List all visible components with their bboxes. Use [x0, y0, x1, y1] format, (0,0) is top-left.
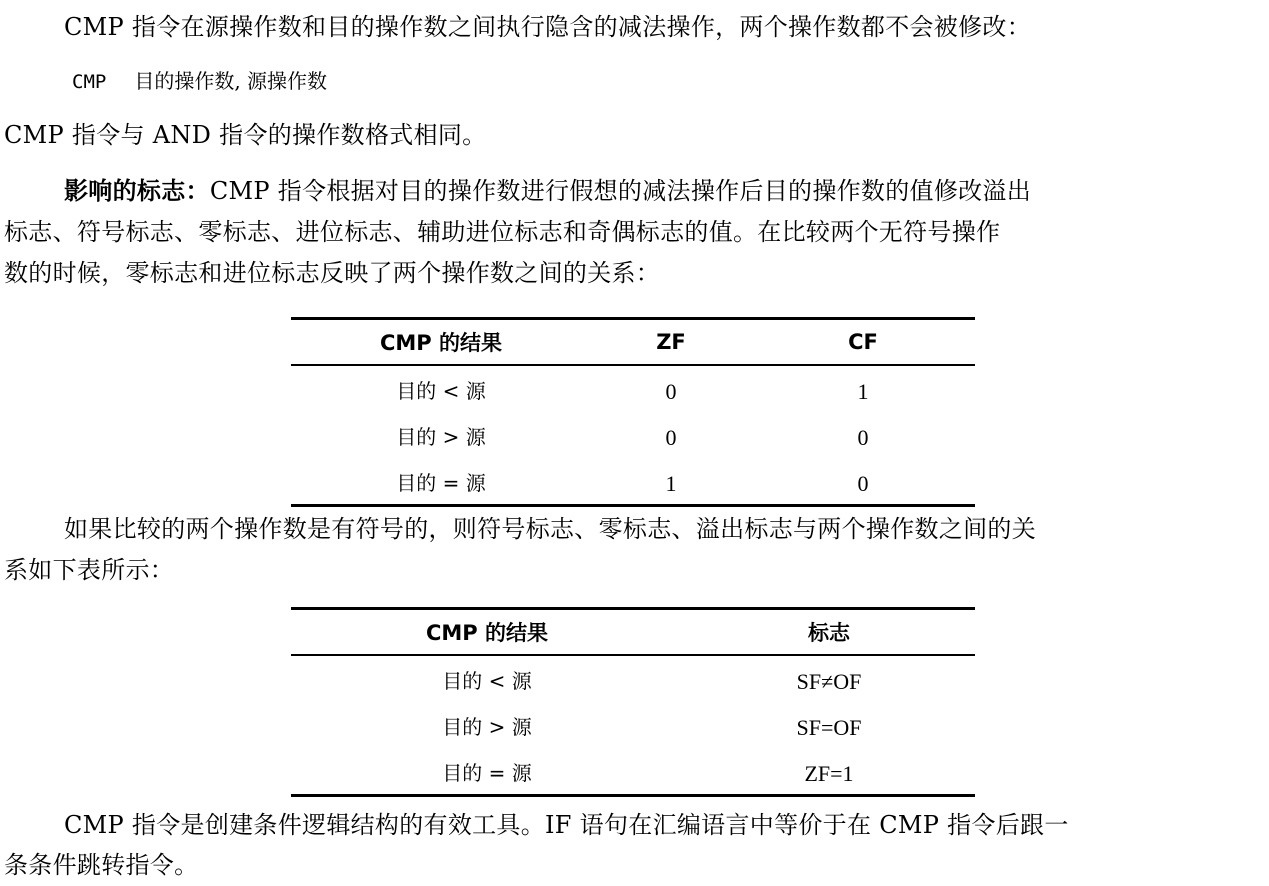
table-cell: ZF=1 — [804, 761, 854, 786]
paragraph-flags-line2: 标志、符号标志、零标志、进位标志、辅助进位标志和奇偶标志的值。在比较两个无符号操作 — [4, 218, 1001, 246]
table-row — [291, 748, 975, 796]
signed-compare-table — [291, 607, 975, 797]
table-row — [291, 702, 975, 748]
table-header-row — [291, 319, 975, 366]
paragraph-signed-line2: 系如下表所示： — [4, 556, 175, 584]
table-cell: 目的 = 源 — [396, 470, 486, 495]
table-row — [291, 655, 975, 702]
paragraph-flags-line1 — [64, 174, 1031, 208]
code-mnemonic: CMP — [72, 71, 107, 93]
table-cell: 目的 > 源 — [442, 714, 532, 739]
paragraph-operand-format: CMP 指令与 AND 指令的操作数格式相同。 — [4, 121, 487, 149]
table-header-cell: ZF — [591, 319, 751, 366]
table-cell: 目的 > 源 — [396, 424, 486, 449]
table-cell: 0 — [665, 379, 677, 404]
paragraph-cmp-intro: CMP 指令在源操作数和目的操作数之间执行隐含的减法操作，两个操作数都不会被修改： — [64, 13, 1032, 41]
table-cell: 1 — [857, 379, 869, 404]
table-cell: 0 — [665, 425, 677, 450]
paragraph-flags-line3: 数的时候，零标志和进位标志反映了两个操作数之间的关系： — [4, 259, 661, 287]
flags-text: CMP 指令根据对目的操作数进行假想的减法操作后目的操作数的值修改溢出 — [209, 177, 1032, 205]
code-operands: 目的操作数, 源操作数 — [134, 69, 328, 93]
table-cell: 1 — [665, 471, 677, 496]
paragraph-signed-line1: 如果比较的两个操作数是有符号的，则符号标志、零标志、溢出标志与两个操作数之间的关 — [64, 515, 1036, 543]
paragraph-conclusion-line2: 条条件跳转指令。 — [4, 851, 199, 879]
table-row — [291, 365, 975, 412]
code-syntax-line — [72, 64, 327, 99]
table-header-cell: CMP 的结果 — [291, 319, 591, 366]
table-header-cell: CMP 的结果 — [291, 609, 683, 656]
table-cell: 目的 < 源 — [396, 378, 486, 403]
table-cell: 目的 = 源 — [442, 760, 532, 785]
table-header-cell: CF — [751, 319, 975, 366]
table-header-row — [291, 609, 975, 656]
table-cell: 目的 < 源 — [442, 668, 532, 693]
table-cell: 0 — [857, 425, 869, 450]
paragraph-conclusion-line1: CMP 指令是创建条件逻辑结构的有效工具。IF 语句在汇编语言中等价于在 CMP 指令后跟一 — [64, 811, 1069, 839]
table-row — [291, 412, 975, 458]
table-cell: SF≠OF — [796, 669, 862, 694]
flags-heading: 影响的标志： — [64, 177, 210, 205]
unsigned-compare-table — [291, 317, 975, 507]
table-cell: 0 — [857, 471, 869, 496]
table-row — [291, 458, 975, 506]
table-header-cell: 标志 — [683, 609, 975, 656]
table-cell: SF=OF — [796, 715, 862, 740]
